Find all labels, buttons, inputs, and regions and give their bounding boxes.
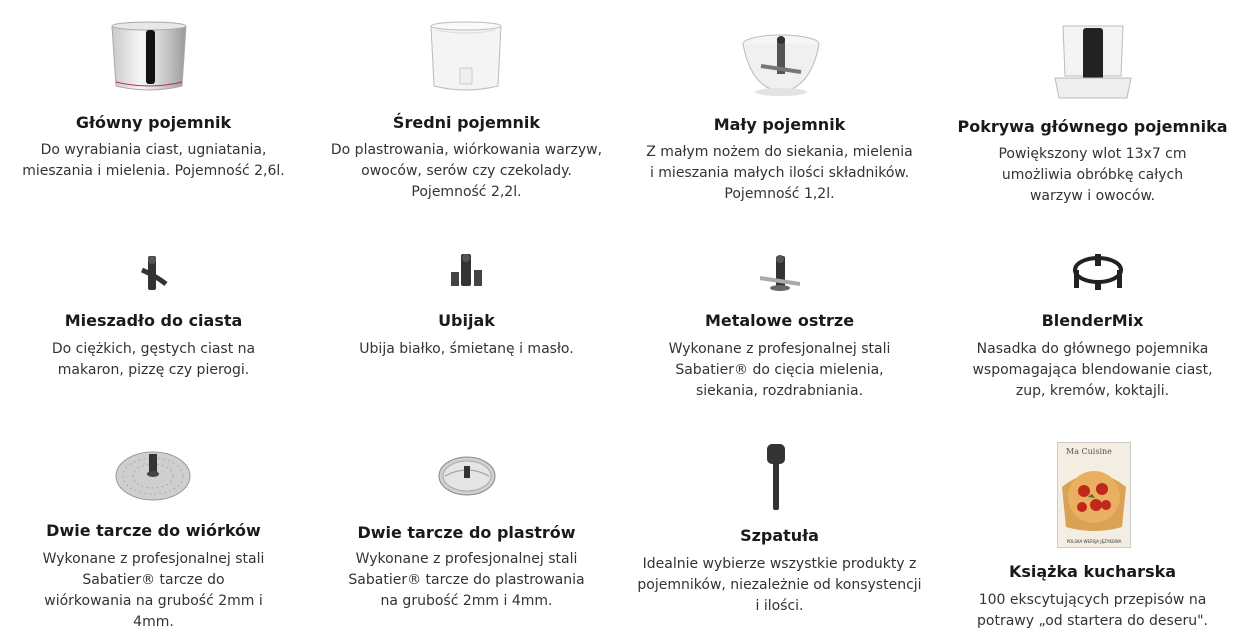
item-description: Ubija białko, śmietanę i masło. — [359, 341, 574, 357]
item-spatula — [626, 430, 933, 639]
blendermix-icon — [1071, 252, 1125, 292]
item-title: Dwie tarcze do wiórków — [46, 521, 261, 540]
item-title: Mały pojemnik — [713, 115, 846, 134]
item-slicing-discs — [313, 430, 620, 639]
item-title: Mieszadło do ciasta — [64, 311, 243, 330]
item-medium-bowl — [313, 0, 620, 200]
item-title: Dwie tarcze do plastrów — [357, 523, 576, 542]
item-title: Główny pojemnik — [75, 113, 232, 132]
item-title: Szpatuła — [740, 526, 819, 545]
item-description: Wykonane z profesjonalnej stali Sabatier® tarcze do wiórkowania na grubość 2mm i 4mm. — [42, 551, 265, 630]
item-description: Do plastrowania, wiórkowania warzyw, owoców, serów czy czekolady. Pojemność 2,2l. — [330, 142, 603, 200]
item-description: Do wyrabiania ciast, ugniatania, mieszania i mielenia. Pojemność 2,6l. — [22, 142, 285, 179]
item-title: Średni pojemnik — [392, 113, 541, 132]
item-dough-mixer — [0, 230, 307, 410]
item-description: 100 ekscytujących przepisów na potrawy „od startera do deseru". — [977, 592, 1208, 629]
item-title: Ubijak — [438, 311, 495, 330]
item-description: Nasadka do głównego pojemnika wspomagająca blendowanie ciast, zup, kremów, koktajli. — [972, 341, 1213, 399]
item-title: Pokrywa głównego pojemnika — [957, 117, 1228, 136]
item-title: Metalowe ostrze — [704, 311, 855, 330]
item-whisk — [313, 230, 620, 410]
item-description: Wykonane z profesjonalnej stali Sabatier® tarcze do plastrowania na grubość 2mm i 4mm. — [348, 551, 585, 609]
spatula-icon — [764, 442, 788, 512]
item-title: BlenderMix — [1041, 311, 1144, 330]
item-description: Do ciężkich, gęstych ciast na makaron, pizzę czy pierogi. — [51, 341, 256, 378]
item-metal-blade — [626, 230, 933, 410]
item-grating-discs — [0, 430, 307, 639]
item-main-bowl — [0, 0, 307, 200]
main-bowl-icon — [108, 20, 190, 94]
cookbook-cover-footer: POLSKA WERSJA JĘZYKOWA — [1066, 539, 1122, 544]
cookbook-cover-title: Ma Cuisine — [1066, 447, 1112, 456]
item-description: Wykonane z profesjonalnej stali Sabatier® do cięcia mielenia, siekania, rozdrabniania. — [668, 341, 891, 399]
item-small-bowl — [626, 0, 933, 200]
grating-disc-icon — [114, 446, 192, 502]
medium-bowl-icon — [428, 20, 504, 94]
dough-mixer-icon — [138, 254, 170, 294]
item-description: Idealnie wybierze wszystkie produkty z pojemników, niezależnie od konsystencji i ilości. — [637, 556, 922, 614]
item-lid — [939, 0, 1246, 204]
lid-icon — [1053, 22, 1133, 102]
slicing-disc-icon — [437, 454, 497, 498]
whisk-icon — [449, 252, 485, 292]
small-bowl-icon — [741, 26, 821, 98]
item-cookbook — [939, 430, 1246, 639]
item-title: Książka kucharska — [1008, 562, 1177, 581]
item-description: Z małym nożem do siekania, mielenia i mieszania małych ilości składników. Pojemność 1,2l. — [646, 144, 913, 202]
item-blendermix — [939, 230, 1246, 410]
item-description: Powiększony wlot 13x7 cm umożliwia obróbkę całych warzyw i owoców. — [998, 146, 1187, 204]
cookbook-icon — [1057, 442, 1131, 548]
metal-blade-icon — [758, 254, 802, 292]
